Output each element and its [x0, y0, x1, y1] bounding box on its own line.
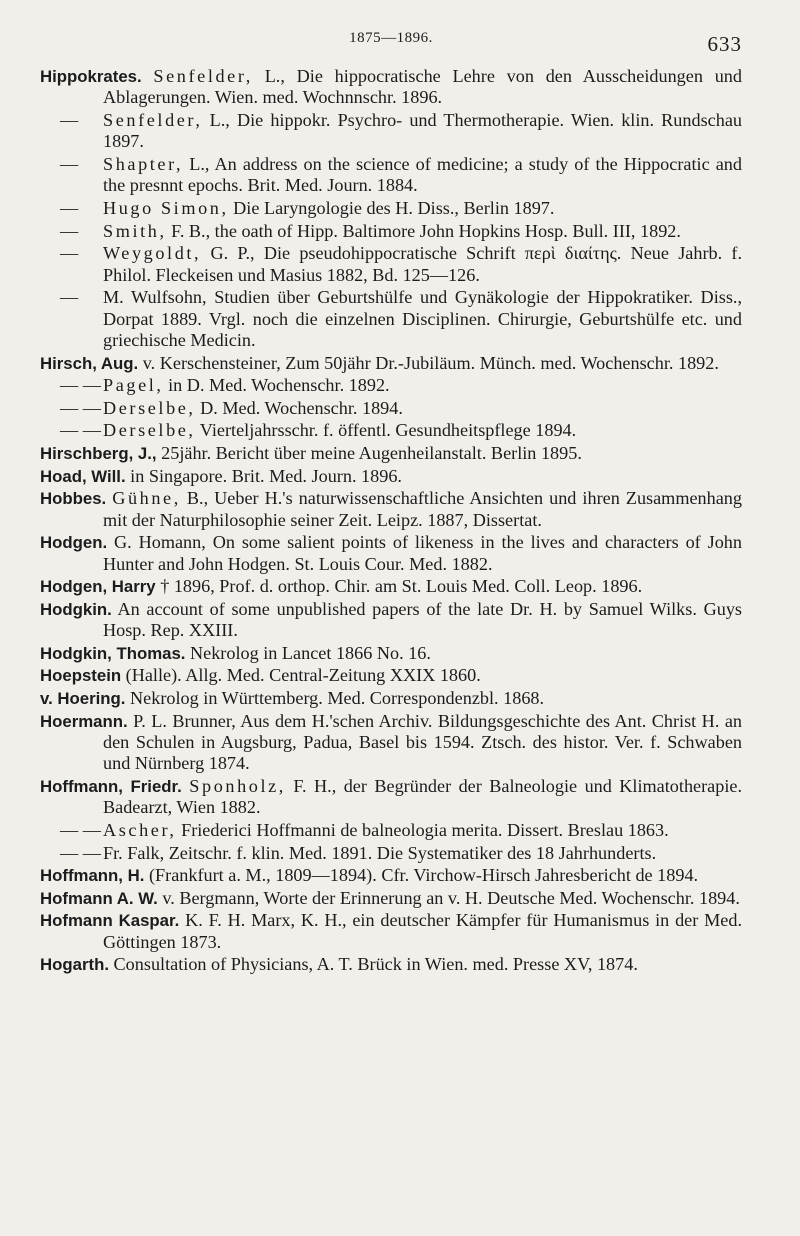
entry-text: Friederici Hoffmanni de balneologia merita. Dissert. Breslau 1863.: [176, 819, 669, 840]
bibliography-entry: [40, 711, 742, 775]
entry-text: v. Bergmann, Worte der Erinnerung an v. H. Deutsche Med. Wochenschr. 1894.: [157, 887, 740, 908]
running-head-years: 1875—1896.: [349, 30, 433, 46]
bibliography-entry: [40, 466, 742, 487]
entry-text: v. Kerschensteiner, Zum 50jähr Dr.-Jubiläum. Münch. med. Wochenschr. 1892.: [138, 352, 719, 373]
bibliography-entry: [40, 599, 742, 642]
bibliography-entry: [40, 954, 742, 975]
bibliography-entry: [40, 820, 742, 841]
entry-text: L., An address on the science of medicine; a study of the Hippocratic and the presnnt epochs. Brit. Med. Journ. 1884.: [103, 154, 742, 196]
bibliography-entry: [40, 420, 742, 441]
bibliography-entry: [40, 198, 742, 219]
entry-heading: Hodgkin.: [40, 599, 112, 619]
entry-author: Hugo Simon,: [103, 198, 229, 218]
entry-text: D. Med. Wochenschr. 1894.: [195, 397, 403, 418]
entry-text: Die Laryngologie des H. Diss., Berlin 1897.: [228, 198, 555, 218]
entry-heading: Hoermann.: [40, 711, 128, 731]
entry-ditto-dash: — —: [60, 842, 101, 863]
entry-author: Ascher,: [103, 819, 177, 840]
entry-text: F. H., der Begründer der Balneologie und Klimatotherapie. Badearzt, Wien 1882.: [103, 775, 743, 818]
entry-text: Vierteljahrsschr. f. öffentl. Gesundheitspflege 1894.: [195, 420, 577, 441]
bibliography-entry: [40, 843, 742, 864]
entry-text: Consultation of Physicians, A. T. Brück in Wien. med. Presse XV, 1874.: [109, 954, 638, 975]
entry-ditto-dash: — —: [60, 375, 101, 396]
entry-ditto-dash: —: [60, 287, 79, 308]
bibliography-entry: [40, 221, 742, 242]
entry-text: K. F. H. Marx, K. H., ein deutscher Kämpfer für Humanismus in der Med. Göttingen 1873.: [103, 910, 742, 952]
bibliography-entry: [40, 576, 742, 597]
entry-author: Senfelder,: [103, 110, 203, 130]
bibliography-entry: [40, 532, 742, 575]
entry-text: P. L. Brunner, Aus dem H.'schen Archiv. Bildungsgeschichte des Ant. Christ H. an den Schulen in Augsburg, Padua, Basel bis 1594. Ztsch. des histor. Ver. f. Schwaben und Nürnberg 1874.: [103, 710, 742, 774]
entry-heading: Hirsch, Aug.: [40, 353, 139, 373]
bibliography-entry: [40, 443, 742, 464]
entry-heading: Hodgen.: [40, 533, 108, 553]
entry-text: 25jähr. Bericht über meine Augenheilanstalt. Berlin 1895.: [156, 442, 582, 463]
entry-text: M. Wulfsohn, Studien über Geburtshülfe und Gynäkologie der Hippokratiker. Diss., Dorpat 1889. Vrgl. noch die einzelnen Disciplinen. Chirurgie, Geburtshülfe etc. und griechische Medicin.: [103, 287, 742, 350]
entry-heading: Hirschberg, J.,: [40, 443, 157, 463]
entry-text: B., Ueber H.'s naturwissenschaftliche Ansichten und ihren Zusammenhang mit der Naturphilosophie seiner Zeit. Leipz. 1887, Dissertat.: [103, 488, 742, 530]
entry-heading: Hobbes.: [40, 489, 107, 509]
bibliography-entry: [40, 287, 742, 351]
bibliography-entry: [40, 154, 742, 197]
entry-author: Derselbe,: [103, 397, 196, 418]
entry-text: in D. Med. Wochenschr. 1892.: [163, 375, 390, 396]
entry-ditto-dash: —: [60, 220, 79, 241]
entry-author: Senfelder,: [153, 66, 253, 86]
entry-heading: Hoffmann, Friedr.: [40, 776, 182, 796]
entry-heading: Hofmann A. W.: [40, 888, 158, 908]
entry-author: Shapter,: [103, 154, 184, 174]
bibliography-entry: [40, 243, 742, 286]
entry-heading: Hoepstein: [40, 666, 122, 686]
entry-author: Gühne,: [112, 488, 181, 509]
entry-text: † 1896, Prof. d. orthop. Chir. am St. Louis Med. Coll. Leop. 1896.: [155, 576, 643, 597]
bibliography-entry: [40, 888, 742, 909]
bibliography-entry: [40, 353, 742, 374]
entry-ditto-dash: —: [60, 198, 79, 218]
entry-ditto-dash: — —: [60, 819, 101, 840]
entry-ditto-dash: — —: [60, 420, 101, 441]
entry-author: Derselbe,: [103, 420, 196, 441]
entry-heading: Hodgkin, Thomas.: [40, 643, 186, 663]
entry-heading: Hoad, Will.: [40, 466, 126, 486]
entry-text: L., Die hippokr. Psychro- und Thermotherapie. Wien. klin. Rundschau 1897.: [103, 110, 742, 152]
bibliography-entry: [40, 865, 742, 886]
bibliography-list: [40, 66, 742, 976]
entry-text: Nekrolog in Lancet 1866 No. 16.: [185, 642, 431, 663]
entry-author: Smith,: [103, 220, 167, 241]
bibliography-entry: [40, 375, 742, 396]
entry-text: (Halle). Allg. Med. Central-Zeitung XXIX 1860.: [121, 665, 481, 686]
entry-ditto-dash: —: [60, 110, 79, 130]
entry-text: in Singapore. Brit. Med. Journ. 1896.: [125, 465, 402, 486]
entry-text: G. Homann, On some salient points of likeness in the lives and characters of John Hunter and John Hodgen. St. Louis Cour. Med. 1882.: [103, 532, 742, 574]
entry-text: Fr. Falk, Zeitschr. f. klin. Med. 1891. Die Systematiker des 18 Jahrhunderts.: [103, 842, 657, 863]
entry-heading: Hippokrates.: [40, 67, 142, 86]
entry-ditto-dash: — —: [60, 397, 101, 418]
entry-heading: Hogarth.: [40, 955, 109, 975]
entry-heading: Hofmann Kaspar.: [40, 911, 180, 931]
entry-text: An account of some unpublished papers of the late Dr. H. by Samuel Wilks. Guys Hosp. Rep. XXIII.: [103, 598, 742, 641]
running-head: [40, 24, 742, 66]
bibliography-entry: [40, 110, 742, 153]
entry-text: Nekrolog in Württemberg. Med. Correspondenzbl. 1868.: [125, 687, 545, 708]
entry-author: Pagel,: [103, 375, 164, 396]
bibliography-entry: [40, 66, 742, 109]
entry-heading: Hoffmann, H.: [40, 866, 145, 886]
entry-ditto-dash: —: [60, 243, 79, 264]
bibliography-entry: [40, 910, 742, 953]
bibliography-entry: [40, 488, 742, 531]
bibliography-entry: [40, 688, 742, 709]
bibliography-entry: [40, 776, 742, 819]
entry-author: Sponholz,: [189, 775, 286, 796]
entry-author: Weygoldt,: [103, 243, 202, 264]
entry-text: L., Die hippocratische Lehre von den Ausscheidungen und Ablagerungen. Wien. med. Wochnnschr. 1896.: [103, 66, 742, 108]
bibliography-entry: [40, 643, 742, 664]
entry-heading: Hodgen, Harry: [40, 577, 156, 597]
bibliography-entry: [40, 398, 742, 419]
entry-ditto-dash: —: [60, 154, 79, 174]
entry-heading: v. Hoering.: [40, 688, 126, 708]
entry-text: F. B., the oath of Hipp. Baltimore John Hopkins Hosp. Bull. III, 1892.: [166, 220, 681, 241]
bibliography-entry: [40, 665, 742, 686]
page-number: 633: [707, 32, 742, 56]
entry-text: G. P., Die pseudohippocratische Schrift περὶ διαίτης. Neue Jahrb. f. Philol. Fleckeisen und Masius 1882, Bd. 125—126.: [103, 243, 742, 285]
entry-text: (Frankfurt a. M., 1809—1894). Cfr. Virchow-Hirsch Jahresbericht de 1894.: [144, 865, 699, 886]
